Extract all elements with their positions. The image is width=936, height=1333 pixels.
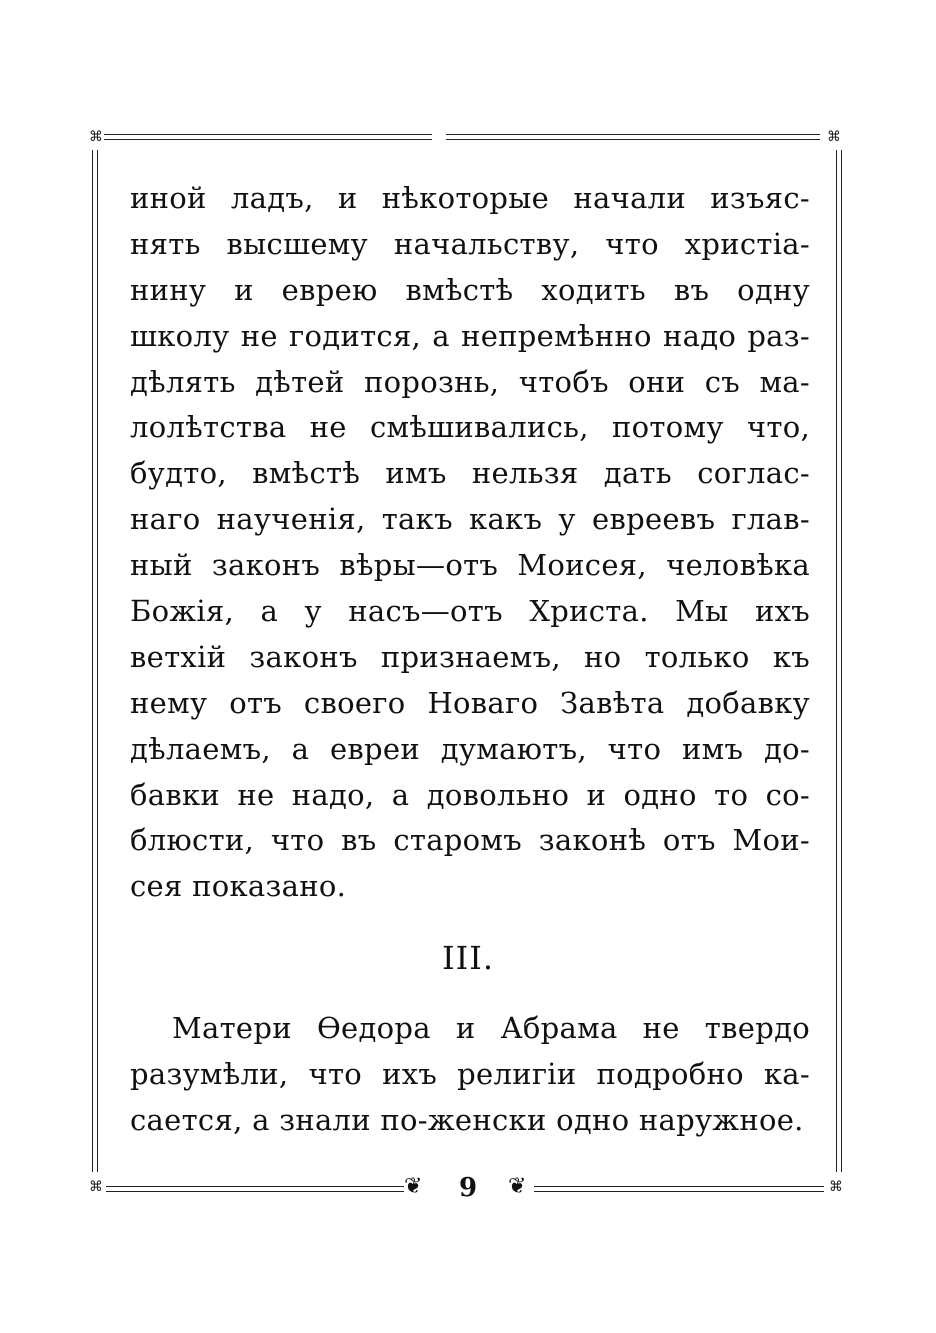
- corner-ornament-icon: ⌘: [829, 1179, 843, 1195]
- frame-left-line: [97, 150, 98, 1172]
- frame-bottom-line: [106, 1191, 404, 1192]
- text-line: дѣлаемъ, а евреи думаютъ, что имъ до-: [130, 731, 810, 766]
- text-line: Матери Ѳедора и Абрама не твердо: [172, 1011, 810, 1045]
- frame-right-line: [836, 150, 837, 1172]
- text-line: иной ладъ, и нѣкоторые начали изъяс-: [130, 181, 810, 215]
- text-line: бавки не надо, а довольно и одно то со-: [130, 777, 810, 812]
- text-line: сея показано.: [130, 869, 347, 904]
- text-line: школу не годится, а непремѣнно надо раз-: [130, 318, 810, 353]
- frame-top-line: [104, 139, 432, 140]
- corner-ornament-icon: ⌘: [827, 129, 841, 145]
- text-line: лолѣтства не смѣшивались, потому что,: [130, 410, 810, 445]
- page-footer: [0, 1168, 936, 1208]
- frame-right-line: [841, 150, 842, 1172]
- frame-top-line: [104, 134, 432, 135]
- section-text: [130, 1006, 810, 1144]
- text-line: блюсти, что въ старомъ законѣ отъ Мои-: [130, 823, 810, 858]
- text-line: нять высшему начальству, что христіа-: [130, 226, 810, 261]
- body-text: [130, 176, 810, 910]
- text-line: ветхій законъ признаемъ, но только къ: [130, 639, 810, 674]
- text-line: наго наученія, такъ какъ у евреевъ глав-: [130, 502, 810, 537]
- section-heading: III.: [441, 939, 495, 977]
- text-line: Божія, а у насъ—отъ Христа. Мы ихъ: [130, 594, 810, 629]
- frame-left-line: [92, 150, 93, 1172]
- frame-bottom-line: [534, 1191, 824, 1192]
- frame-top-line: [446, 139, 820, 140]
- fleuron-left-icon: ❦: [404, 1174, 423, 1199]
- fleuron-right-icon: ❦: [508, 1174, 527, 1199]
- text-line: дѣлять дѣтей порознь, чтобъ они съ ма-: [130, 364, 810, 399]
- corner-ornament-icon: ⌘: [89, 129, 103, 145]
- text-line: нему отъ своего Новаго Завѣта добавку: [130, 685, 810, 720]
- text-line: сается, а знали по-женски одно наружное.: [130, 1102, 804, 1137]
- page-number: 9: [458, 1173, 478, 1203]
- text-line: разумѣли, что ихъ религіи подробно ка-: [130, 1056, 810, 1091]
- corner-ornament-icon: ⌘: [89, 1179, 103, 1195]
- text-line: ный законъ вѣры—отъ Моисея, человѣка: [130, 548, 810, 583]
- frame-top-line: [446, 134, 820, 135]
- frame-bottom-line: [106, 1186, 404, 1187]
- text-line: будто, вмѣстѣ имъ нельзя дать соглас-: [130, 456, 810, 491]
- text-line: нину и еврею вмѣстѣ ходить въ одну: [130, 272, 810, 307]
- frame-bottom-line: [534, 1186, 824, 1187]
